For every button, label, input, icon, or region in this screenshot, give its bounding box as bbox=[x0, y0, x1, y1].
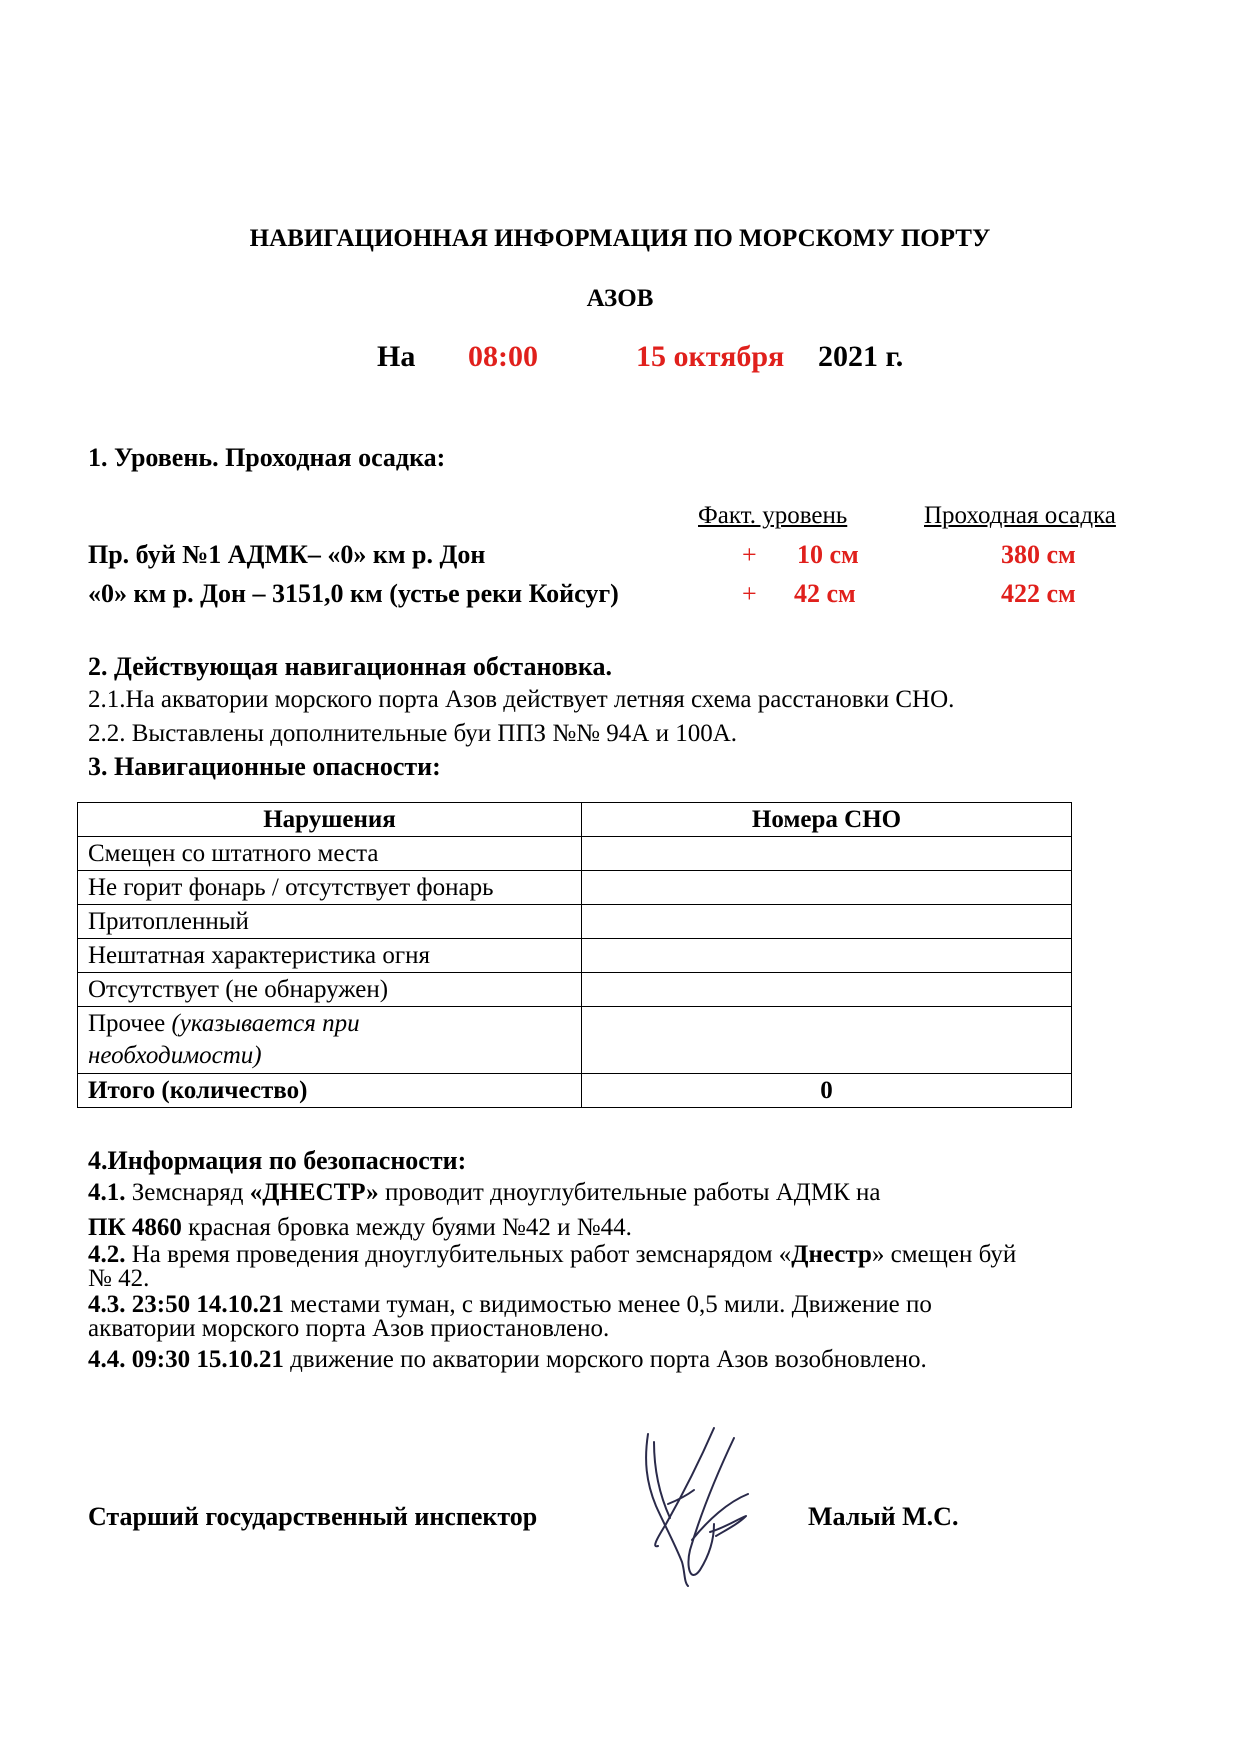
report-date: 15 октября bbox=[636, 340, 785, 373]
signer-name: Малый М.С. bbox=[808, 1502, 959, 1531]
situation-item: 2.1.На акватории морского порта Азов действует летняя схема расстановки СНО. bbox=[88, 686, 955, 713]
table-row bbox=[78, 1007, 1072, 1074]
safety-text: » смещен буй bbox=[871, 1241, 1017, 1268]
hazard-label: Нештатная характеристика огня bbox=[78, 939, 582, 973]
safety-text: На время проведения дноуглубительных работ земснарядом « bbox=[125, 1241, 792, 1268]
safety-text: красная бровка между буями №42 и №44. bbox=[181, 1214, 632, 1241]
other-label: Прочее bbox=[88, 1010, 172, 1037]
handwritten-signature bbox=[630, 1420, 765, 1595]
col-header-draft: Проходная осадка bbox=[924, 502, 1116, 529]
safety-item-number: 4.2. bbox=[88, 1241, 126, 1268]
signer-position: Старший государственный инспектор bbox=[88, 1502, 538, 1531]
hazard-label-other bbox=[78, 1007, 582, 1074]
safety-item-continuation: № 42. bbox=[88, 1265, 150, 1292]
section-hazards-heading: 3. Навигационные опасности: bbox=[88, 752, 441, 781]
hazard-label: Не горит фонарь / отсутствует фонарь bbox=[78, 871, 582, 905]
safety-item bbox=[88, 1180, 881, 1206]
table-header-row bbox=[78, 803, 1072, 837]
section-safety-heading: 4.Информация по безопасности: bbox=[88, 1146, 467, 1175]
other-note: (указывается при bbox=[171, 1010, 360, 1037]
hazard-value bbox=[582, 871, 1072, 905]
safety-item-number: 4.1. bbox=[88, 1179, 126, 1206]
table-row bbox=[78, 871, 1072, 905]
safety-item-number: 4.3. 23:50 14.10.21 bbox=[88, 1291, 284, 1318]
safety-item bbox=[88, 1347, 927, 1373]
level-row-segment: «0» км р. Дон – 3151,0 км (устье реки Койсуг) bbox=[88, 579, 619, 608]
hazard-value bbox=[582, 905, 1072, 939]
report-time: 08:00 bbox=[468, 340, 538, 373]
hazard-label: Отсутствует (не обнаружен) bbox=[78, 973, 582, 1007]
level-row-draft: 422 см bbox=[1001, 579, 1076, 608]
col-header-level: Факт. уровень bbox=[698, 502, 848, 529]
col-header-violations: Нарушения bbox=[78, 803, 582, 837]
level-row-level: 10 см bbox=[797, 540, 859, 569]
safety-text: Земснаряд bbox=[125, 1179, 250, 1206]
other-note: необходимости) bbox=[88, 1042, 262, 1069]
safety-item bbox=[88, 1215, 632, 1241]
total-value: 0 bbox=[582, 1074, 1072, 1108]
hazard-value bbox=[582, 973, 1072, 1007]
hazards-table bbox=[77, 802, 1072, 1108]
hazard-label: Смещен со штатного места bbox=[78, 837, 582, 871]
table-row bbox=[78, 837, 1072, 871]
level-row-sign: + bbox=[742, 579, 757, 608]
report-year: 2021 г. bbox=[818, 340, 904, 373]
hazard-label: Притопленный bbox=[78, 905, 582, 939]
dredger-name: «ДНЕСТР» bbox=[249, 1179, 379, 1206]
hazard-value bbox=[582, 939, 1072, 973]
safety-text: движение по акватории морского порта Азов возобновлено. bbox=[283, 1346, 927, 1373]
level-row-sign: + bbox=[742, 540, 757, 569]
situation-item: 2.2. Выставлены дополнительные буи ППЗ №№ 94А и 100А. bbox=[88, 720, 738, 747]
table-row bbox=[78, 973, 1072, 1007]
table-row bbox=[78, 939, 1072, 973]
safety-text: проводит дноуглубительные работы АДМК на bbox=[378, 1179, 881, 1206]
safety-item-continuation: акватории морского порта Азов приостановлено. bbox=[88, 1315, 610, 1342]
port-name: АЗОВ bbox=[586, 285, 654, 312]
safety-text: местами туман, с видимостью менее 0,5 мили. Движение по bbox=[283, 1291, 932, 1318]
dredger-name: Днестр bbox=[791, 1241, 872, 1268]
level-row-segment: Пр. буй №1 АДМК– «0» км р. Дон bbox=[88, 540, 486, 569]
section-situation-heading: 2. Действующая навигационная обстановка. bbox=[88, 652, 612, 681]
section-level-heading: 1. Уровень. Проходная осадка: bbox=[88, 443, 446, 472]
col-header-sno-numbers: Номера СНО bbox=[582, 803, 1072, 837]
total-label: Итого (количество) bbox=[78, 1074, 582, 1108]
safety-item bbox=[88, 1242, 1016, 1268]
hazard-value bbox=[582, 1007, 1072, 1074]
table-total-row bbox=[78, 1074, 1072, 1108]
level-row-level: 42 см bbox=[794, 579, 856, 608]
table-row bbox=[78, 905, 1072, 939]
date-prefix: На bbox=[377, 340, 416, 373]
safety-item-number: 4.4. 09:30 15.10.21 bbox=[88, 1346, 284, 1373]
hazard-value bbox=[582, 837, 1072, 871]
picket-number: ПК 4860 bbox=[88, 1214, 182, 1241]
level-row-draft: 380 см bbox=[1001, 540, 1076, 569]
document-title: НАВИГАЦИОННАЯ ИНФОРМАЦИЯ ПО МОРСКОМУ ПОРТУ bbox=[249, 225, 991, 252]
